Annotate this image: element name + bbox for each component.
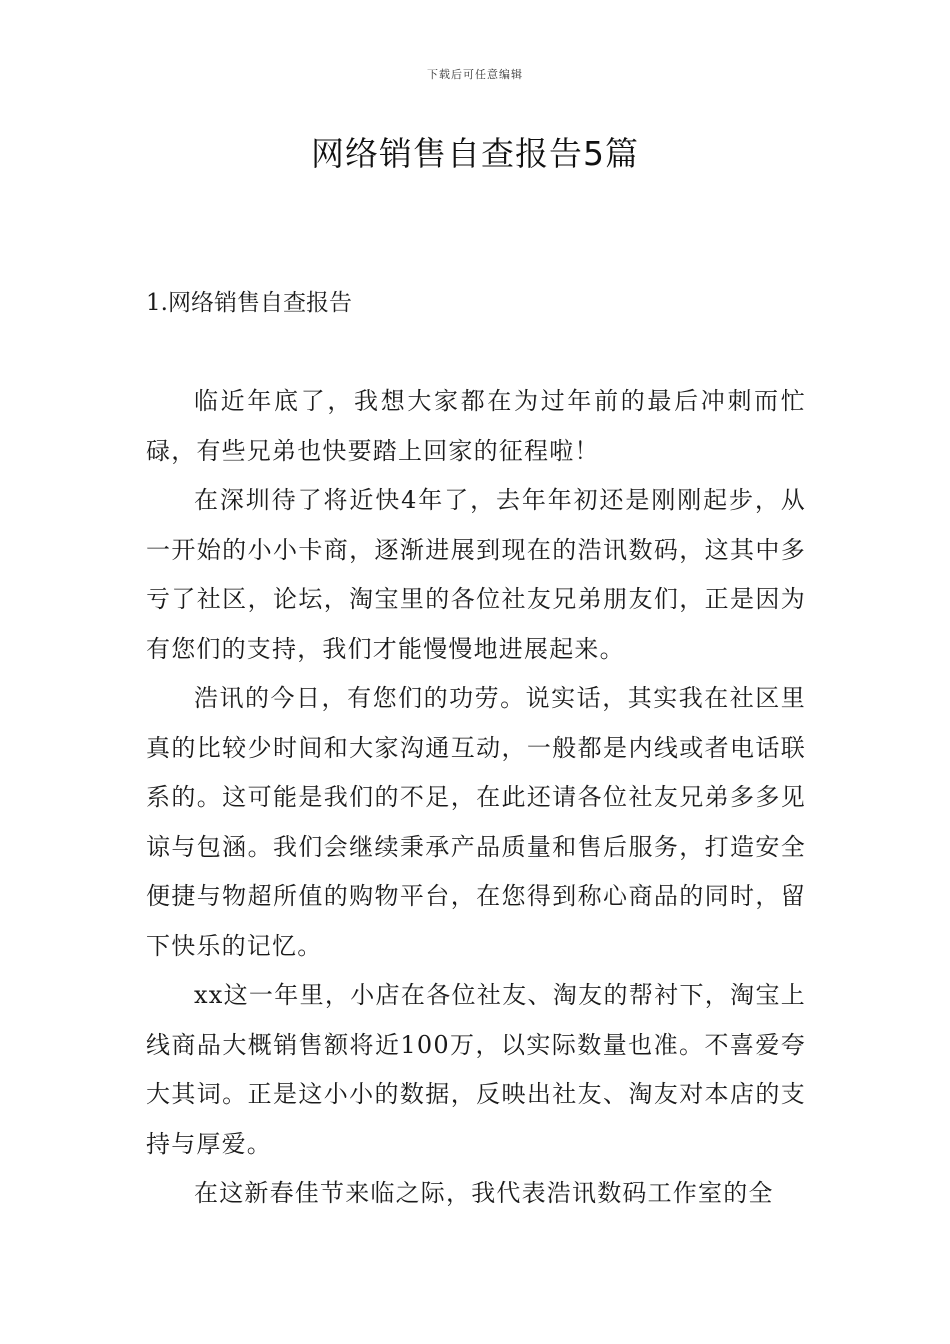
body-text xyxy=(146,377,806,1219)
section-heading: 1.网络销售自查报告 xyxy=(146,290,352,316)
paragraph: xx这一年里，小店在各位社友、淘友的帮衬下，淘宝上线商品大概销售额将近100万，以实际数量也准。不喜爱夸大其词。正是这小小的数据，反映出社友、淘友对本店的支持与厚爱。 xyxy=(146,981,806,1158)
paragraph: 在深圳待了将近快4年了，去年年初还是刚刚起步，从一开始的小小卡商，逐渐进展到现在的浩讯数码，这其中多亏了社区，论坛，淘宝里的各位社友兄弟朋友们，正是因为有您们的支持，我们才能慢慢地进展起来。 xyxy=(146,486,806,663)
paragraph: 临近年底了，我想大家都在为过年前的最后冲刺而忙碌，有些兄弟也快要踏上回家的征程啦！ xyxy=(146,387,806,465)
document-title: 网络销售自查报告5篇 xyxy=(311,134,639,173)
header-note: 下载后可任意编辑 xyxy=(427,68,523,81)
paragraph: 在这新春佳节来临之际，我代表浩讯数码工作室的全 xyxy=(194,1179,774,1207)
paragraph: 浩讯的今日，有您们的功劳。说实话，其实我在社区里真的比较少时间和大家沟通互动，一般都是内线或者电话联系的。这可能是我们的不足，在此还请各位社友兄弟多多见谅与包涵。我们会继续秉承产品质量和售后服务，打造安全便捷与物超所值的购物平台，在您得到称心商品的同时，留下快乐的记忆。 xyxy=(146,684,806,960)
